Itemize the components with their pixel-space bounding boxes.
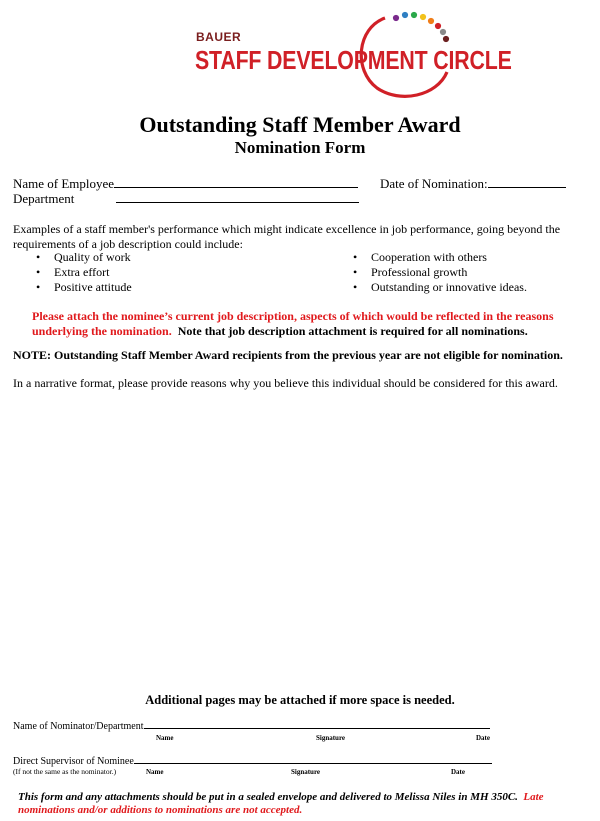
date-label: Date of Nomination: — [380, 176, 488, 191]
supervisor-signature-caption: Signature — [291, 768, 321, 776]
logo-dot-icon — [443, 36, 449, 42]
department-line[interactable] — [116, 191, 359, 203]
logo-dot-icon — [411, 12, 417, 18]
page-subtitle: Nomination Form — [234, 138, 366, 157]
nominator-label: Name of Nominator/Department — [13, 721, 144, 732]
supervisor-field[interactable] — [13, 754, 492, 767]
department-field[interactable] — [13, 191, 359, 207]
supervisor-label: Direct Supervisor of Nominee — [13, 756, 134, 767]
list-item: • Cooperation with others — [353, 250, 583, 265]
date-line[interactable] — [488, 176, 566, 188]
employee-label: Name of Employee — [13, 176, 115, 191]
additional-pages-note: Additional pages may be attached if more space is needed. — [145, 693, 455, 707]
employee-field[interactable] — [13, 176, 358, 192]
footer-late-warning: Late nominations and/or additions to nominations are not accepted. — [18, 791, 544, 816]
date-field[interactable] — [380, 176, 566, 192]
logo-dot-icon — [440, 29, 446, 35]
supervisor-note: (If not the same as the nominator.) — [13, 767, 117, 776]
nominator-date-caption: Date — [476, 734, 490, 742]
nominator-line[interactable] — [144, 719, 490, 729]
supervisor-name-caption: Name — [146, 768, 164, 776]
list-item: • Positive attitude — [36, 280, 316, 295]
logo-arc-icon — [345, 10, 465, 105]
attachment-instruction — [32, 309, 572, 338]
logo-dot-icon — [420, 14, 426, 20]
attachment-instruction-note: Note that job description attachment is required for all nominations. — [177, 323, 528, 338]
page-title: Outstanding Staff Member Award — [139, 112, 461, 137]
list-item: • Professional growth — [353, 265, 583, 280]
narrative-area[interactable] — [13, 398, 588, 684]
logo-bauer-text: BAUER — [196, 30, 242, 44]
intro-text: Examples of a staff member's performance which might indicate excellence in job performance, going beyond the requirements of a job description could include: — [13, 222, 561, 251]
supervisor-date-caption: Date — [451, 768, 465, 776]
narrative-instruction: In a narrative format, please provide reasons why you believe this individual should be considered for this award. — [13, 376, 558, 390]
logo-dot-icon — [435, 23, 441, 29]
bullet-list-left — [36, 250, 316, 295]
nominator-signature-caption: Signature — [316, 734, 346, 742]
nominator-name-caption: Name — [156, 734, 174, 742]
logo-dot-icon — [393, 15, 399, 21]
list-item: • Quality of work — [36, 250, 316, 265]
footer-instruction-text: This form and any attachments should be put in a sealed envelope and delivered to Melissa Niles in MH 350C. — [18, 791, 518, 803]
list-item: • Extra effort — [36, 265, 316, 280]
employee-line[interactable] — [114, 176, 358, 188]
eligibility-note: NOTE: Outstanding Staff Member Award recipients from the previous year are not eligible for nomination. — [13, 348, 563, 362]
list-item: • Outstanding or innovative ideas. — [353, 280, 583, 295]
logo-dot-icon — [428, 18, 434, 24]
supervisor-line[interactable] — [134, 754, 492, 764]
footer-instructions — [18, 791, 583, 817]
logo-title-text: STAFF DEVELOPMENT CIRCLE — [195, 45, 512, 75]
logo-dot-icon — [402, 12, 408, 18]
bullet-list-right — [353, 250, 583, 295]
nominator-field[interactable] — [13, 719, 490, 732]
attachment-instruction-red: Please attach the nominee’s current job description, aspects of which would be reflected in the reasons underlying the nomination. — [32, 309, 554, 338]
department-label: Department — [13, 191, 75, 206]
